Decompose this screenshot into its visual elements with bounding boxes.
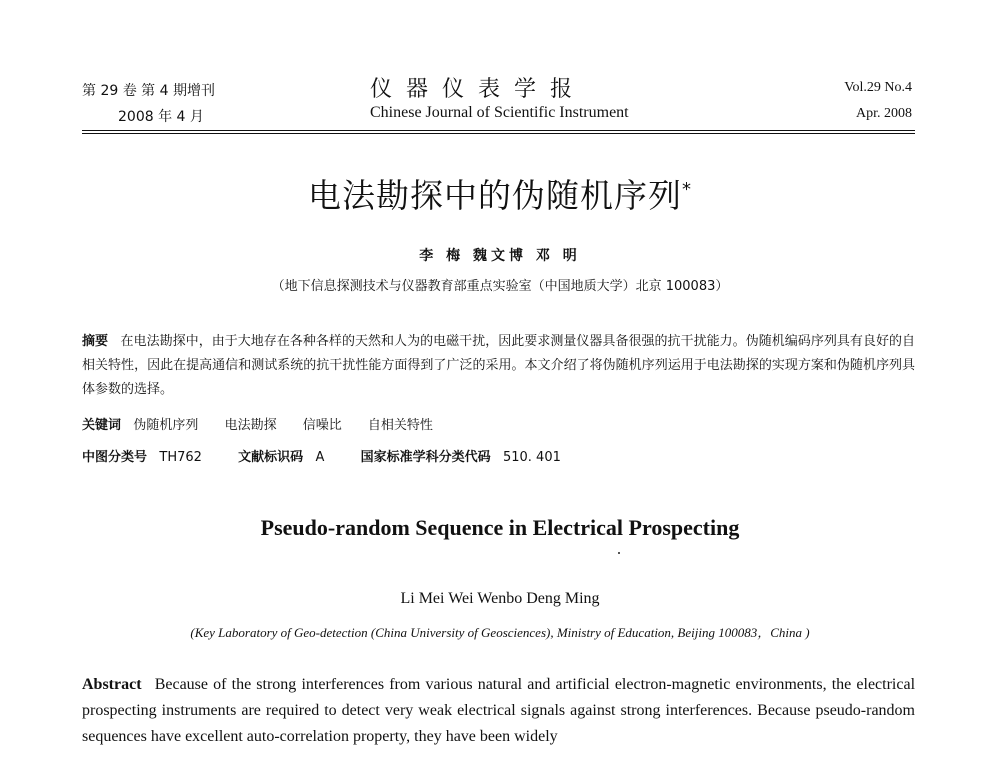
journal-name-cn: 仪器仪表学报	[370, 77, 587, 102]
scan-speck	[618, 552, 620, 554]
authors-en: Li Mei Wei Wenbo Deng Ming	[400, 590, 600, 607]
abstract-en	[82, 672, 915, 750]
classification-row	[82, 446, 915, 470]
abstract-label-cn: 摘要	[82, 334, 109, 349]
volume-issue-cn: 第 29 卷 第 4 期增刊	[82, 83, 215, 99]
keyword: 自相关特性	[367, 418, 433, 433]
paper-title-en: Pseudo-random Sequence in Electrical Prospecting	[260, 515, 740, 540]
abstract-text-cn: 在电法勘探中，由于大地存在各种各样的天然和人为的电磁干扰，因此要求测量仪器具备很强的抗干扰能力。伪随机编码序列具有良好的自相关特性，因此在提高通信和测试系统的抗干扰性能方面得到了广泛的采用。本文介绍了将伪随机序列运用于电法勘探的实现方案和伪随机序列具体参数的选择。	[82, 334, 915, 397]
keyword: 电法勘探	[224, 418, 277, 433]
doc-code-value: A	[315, 450, 325, 465]
keyword: 伪随机序列	[133, 418, 199, 433]
volume-en: Vol.29 No.4	[844, 80, 912, 95]
keywords-label-cn: 关键词	[82, 418, 122, 433]
discipline-code-label: 国家标准学科分类代码	[360, 450, 491, 465]
discipline-code-value: 510. 401	[502, 450, 561, 465]
header-rule-bottom	[82, 133, 915, 134]
date-cn: 2008 年 4 月	[118, 109, 204, 125]
affiliation-cn: （地下信息探测技术与仪器教育部重点实验室（中国地质大学）北京 100083）	[271, 279, 729, 294]
abstract-label-en: Abstract	[82, 676, 142, 693]
paper-title-cn: 电法勘探中的伪随机序列*	[308, 176, 692, 215]
title-footnote-mark: *	[682, 179, 692, 200]
journal-name-en: Chinese Journal of Scientific Instrument	[370, 104, 629, 121]
abstract-cn	[82, 330, 915, 402]
doc-code-label: 文献标识码	[238, 450, 304, 465]
date-en: Apr. 2008	[856, 106, 912, 121]
clc-label: 中图分类号	[82, 450, 148, 465]
keywords-cn	[82, 414, 915, 438]
abstract-text-en: Because of the strong interferences from various natural and artificial electron-magnetic environments, the electrical prospecting instruments are required to detect very weak electrical signals against strong interferences. Because pseudo-random sequences have excellent auto-correlation property, they have been widely	[82, 676, 916, 745]
affiliation-en: (Key Laboratory of Geo-detection (China University of Geosciences), Ministry of Education, Beijing 100083，China )	[190, 625, 810, 640]
keyword: 信噪比	[302, 418, 342, 433]
clc-value: TH762	[159, 450, 202, 465]
header-rule-top	[82, 130, 915, 131]
authors-cn: 李 梅 魏文博 邓 明	[419, 248, 581, 264]
